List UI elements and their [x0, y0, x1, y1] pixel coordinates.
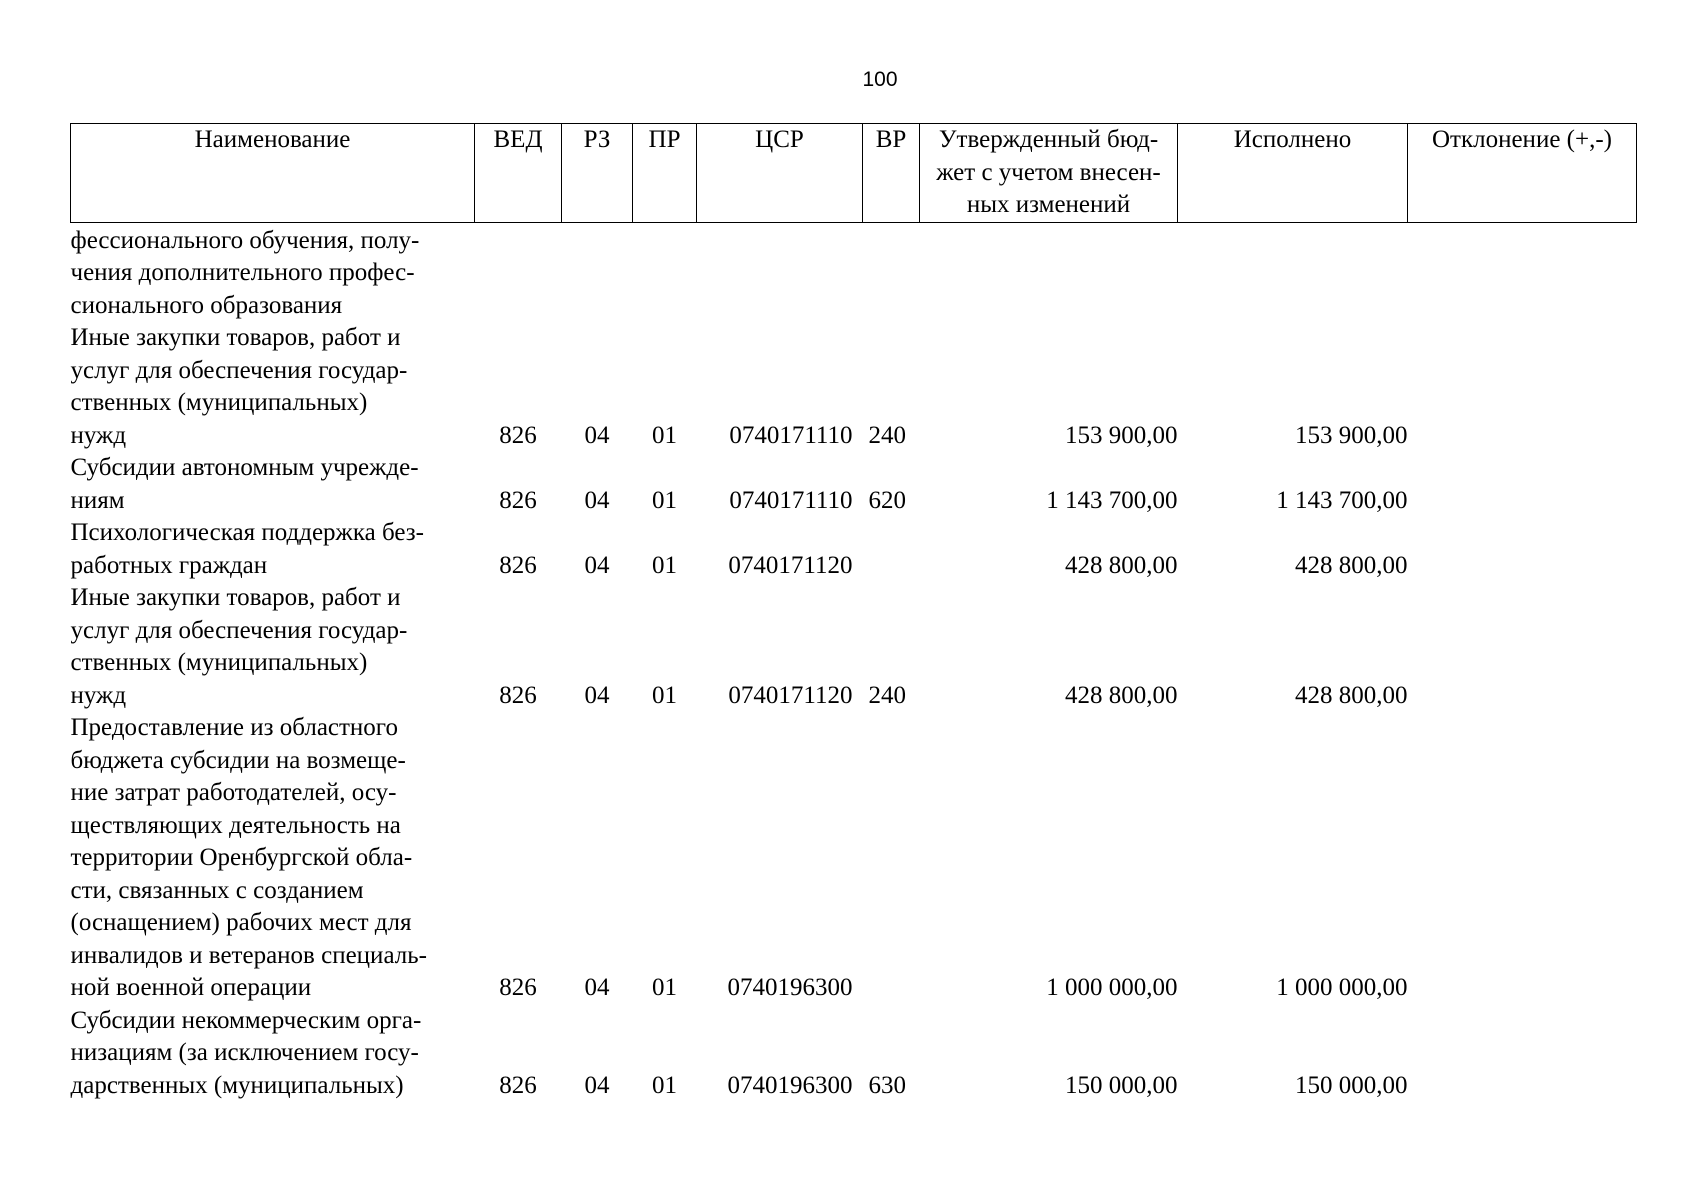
header-name: Наименование: [71, 124, 475, 223]
table-row: [71, 712, 1637, 1005]
cell-csr: 0740196300: [727, 974, 853, 1001]
cell-executed: 428 800,00: [1295, 681, 1408, 709]
cell-budget: 1 143 700,00: [1046, 486, 1178, 514]
table-header-row: [71, 124, 1637, 223]
cell-rz: [562, 222, 633, 322]
row-name-line: территории Оренбургской обла-: [70, 844, 413, 871]
header-pr: ПР: [633, 124, 697, 223]
row-name-line: Иные закупки товаров, работ и: [70, 584, 401, 611]
header-vr: ВР: [863, 124, 920, 223]
cell-rz: 04: [584, 421, 610, 449]
cell-budget: [920, 222, 1178, 322]
row-name-line: сионального образования: [70, 291, 343, 319]
table-row: [71, 222, 1637, 322]
cell-ved: 826: [499, 551, 537, 579]
cell-executed: 428 800,00: [1295, 551, 1408, 579]
row-name-line: ственных (муниципальных): [70, 649, 368, 676]
cell-ved: 826: [499, 681, 537, 709]
cell-executed: 1 143 700,00: [1276, 486, 1408, 514]
row-name-line: услуг для обеспечения государ-: [70, 356, 408, 384]
header-executed: Исполнено: [1178, 124, 1408, 223]
row-name-line: бюджета субсидии на возмеще-: [70, 746, 406, 774]
row-name-line: ственных (муниципальных): [70, 389, 368, 416]
row-name-line: ние затрат работодателей, осу-: [70, 779, 397, 806]
header-deviation: Отклонение (+,-): [1408, 124, 1637, 223]
row-name: [71, 322, 475, 452]
cell-deviation: [1408, 517, 1637, 582]
cell-deviation: [1408, 712, 1637, 1005]
budget-table: [70, 123, 1637, 1102]
row-name-line: работных граждан: [70, 551, 268, 579]
row-name-line: нужд: [70, 421, 127, 449]
cell-pr: 01: [652, 421, 677, 449]
header-csr: ЦСР: [697, 124, 863, 223]
cell-deviation: [1408, 322, 1637, 452]
page-number: 100: [862, 68, 898, 91]
row-name: [71, 222, 475, 322]
cell-executed: 153 900,00: [1295, 421, 1408, 449]
cell-budget: 428 800,00: [1065, 551, 1178, 579]
cell-vr: 630: [868, 1071, 906, 1099]
table-body: [71, 222, 1637, 1102]
cell-csr: 0740196300: [727, 1071, 853, 1099]
cell-vr: [863, 222, 920, 322]
cell-budget: 428 800,00: [1065, 681, 1178, 709]
cell-ved: [475, 222, 562, 322]
header-budget: Утвержденный бюд-жет с учетом внесен-ных изменений: [920, 124, 1178, 223]
cell-budget: 1 000 000,00: [1046, 974, 1178, 1001]
cell-csr: [697, 222, 863, 322]
cell-vr: 240: [868, 421, 906, 449]
row-name-line: Иные закупки товаров, работ и: [70, 324, 401, 351]
cell-deviation: [1408, 452, 1637, 517]
row-name-line: Субсидии некоммерческим орга-: [70, 1006, 422, 1034]
row-name-line: ной военной операции: [70, 974, 312, 1001]
table-row: [71, 322, 1637, 452]
cell-deviation: [1408, 222, 1637, 322]
cell-csr: 0740171120: [728, 681, 853, 709]
cell-ved: 826: [499, 974, 537, 1001]
row-name-line: инвалидов и ветеранов специаль-: [70, 941, 427, 969]
row-name-line: ниям: [70, 486, 125, 514]
cell-executed: 150 000,00: [1295, 1071, 1408, 1099]
cell-vr: [863, 517, 920, 582]
cell-vr: [863, 712, 920, 1005]
row-name-line: Предоставление из областного: [70, 714, 398, 741]
cell-pr: 01: [652, 681, 677, 709]
cell-pr: 01: [652, 551, 677, 579]
cell-executed: [1178, 222, 1408, 322]
row-name-line: фессионального обучения, полу-: [70, 226, 420, 254]
row-name-line: низациям (за исключением госу-: [70, 1039, 419, 1066]
cell-rz: 04: [584, 486, 610, 514]
cell-pr: [633, 222, 697, 322]
table-row: [71, 1005, 1637, 1103]
cell-deviation: [1408, 582, 1637, 712]
row-name: [71, 1005, 475, 1103]
row-name-line: дарственных (муниципальных): [70, 1071, 404, 1099]
table-row: [71, 452, 1637, 517]
cell-pr: 01: [652, 486, 677, 514]
cell-rz: 04: [584, 1071, 610, 1099]
cell-pr: 01: [652, 1071, 677, 1099]
cell-pr: 01: [652, 974, 677, 1001]
cell-csr: 0740171110: [729, 421, 853, 449]
cell-executed: 1 000 000,00: [1276, 974, 1408, 1001]
cell-vr: 620: [868, 486, 906, 514]
row-name: [71, 517, 475, 582]
row-name-line: услуг для обеспечения государ-: [70, 616, 408, 644]
cell-deviation: [1408, 1005, 1637, 1103]
row-name-line: ществляющих деятельность на: [70, 811, 401, 839]
row-name-line: нужд: [70, 681, 127, 709]
row-name: [71, 452, 475, 517]
row-name: [71, 582, 475, 712]
row-name-line: Психологическая поддержка без-: [70, 519, 424, 546]
cell-budget: 153 900,00: [1065, 421, 1178, 449]
header-ved: ВЕД: [475, 124, 562, 223]
cell-csr: 0740171110: [729, 486, 853, 514]
cell-rz: 04: [584, 551, 610, 579]
row-name-line: (оснащением) рабочих мест для: [70, 909, 412, 936]
row-name-line: сти, связанных с созданием: [70, 876, 364, 904]
cell-vr: 240: [868, 681, 906, 709]
cell-rz: 04: [584, 974, 610, 1001]
table-row: [71, 517, 1637, 582]
row-name-line: Субсидии автономным учрежде-: [70, 454, 419, 481]
table-row: [71, 582, 1637, 712]
row-name-line: чения дополнительного профес-: [70, 259, 415, 286]
cell-ved: 826: [499, 421, 537, 449]
cell-budget: 150 000,00: [1065, 1071, 1178, 1099]
cell-ved: 826: [499, 1071, 537, 1099]
cell-csr: 0740171120: [728, 551, 853, 579]
header-rz: РЗ: [562, 124, 633, 223]
row-name: [71, 712, 475, 1005]
cell-rz: 04: [584, 681, 610, 709]
cell-ved: 826: [499, 486, 537, 514]
